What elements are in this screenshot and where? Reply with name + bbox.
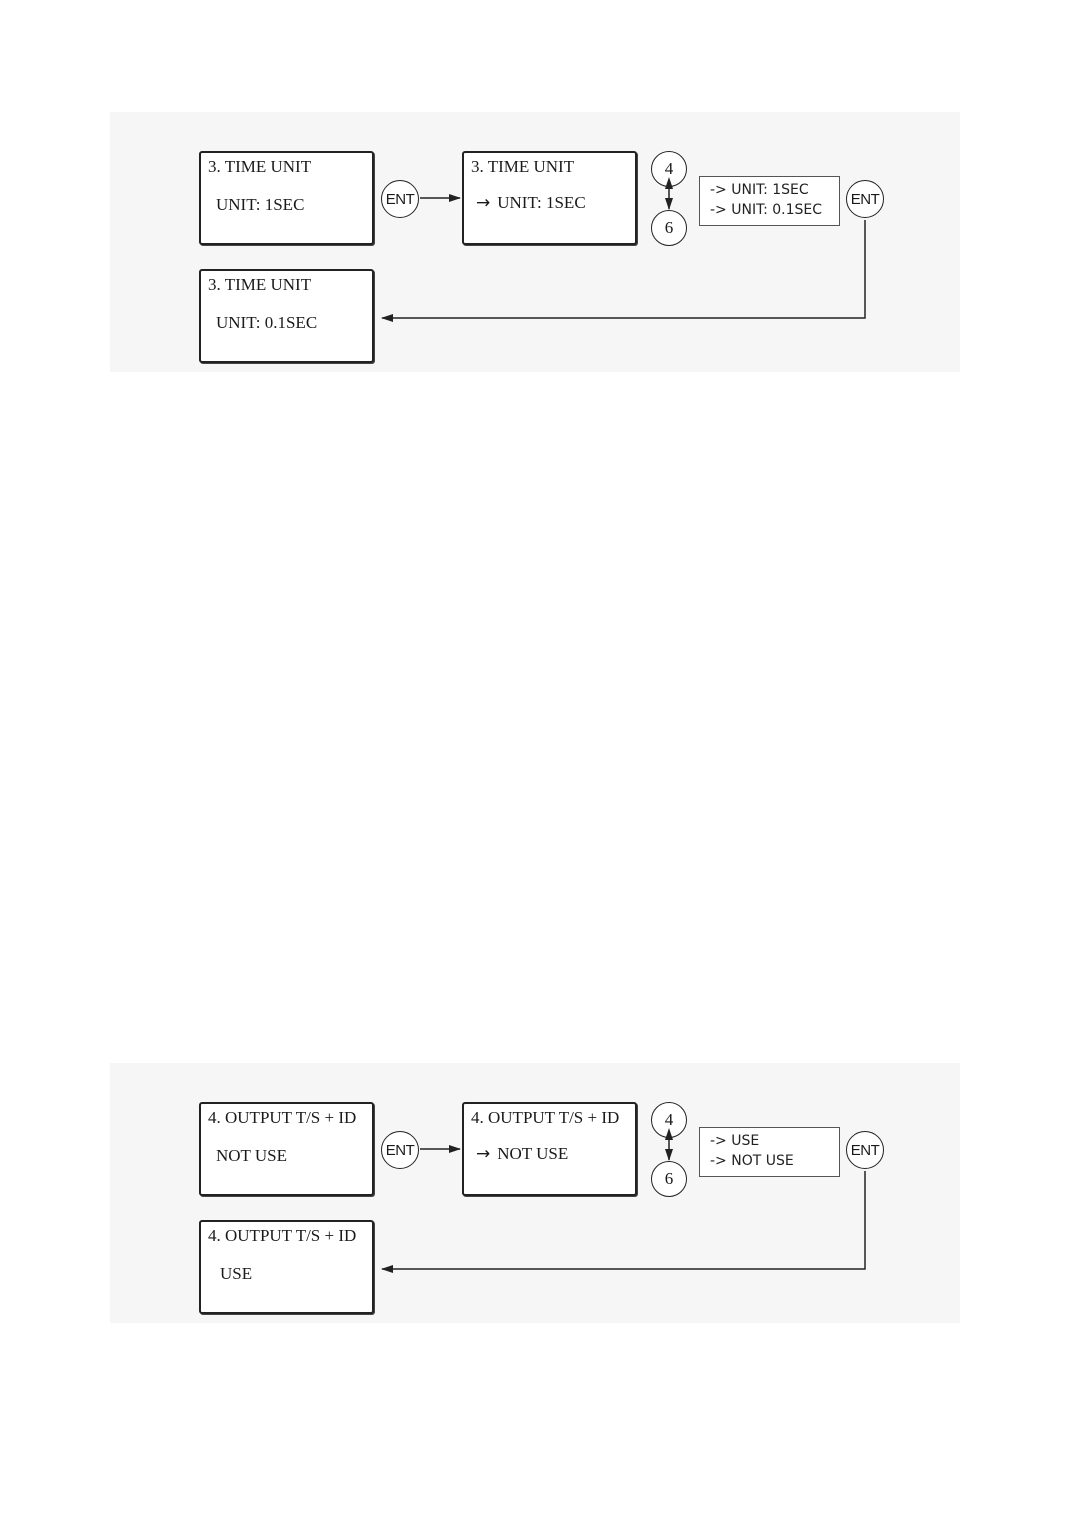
lcd-title: 4. OUTPUT T/S + ID — [471, 1108, 620, 1127]
lcd-value-text: NOT USE — [497, 1144, 569, 1163]
lcd-value: UNIT: 0.1SEC — [216, 313, 318, 332]
lcd-title: 4. OUTPUT T/S + ID — [208, 1226, 357, 1245]
lcd-screen-edit — [462, 1102, 637, 1196]
key-4[interactable]: 4 — [651, 1102, 687, 1138]
lcd-screen-initial — [199, 1102, 374, 1196]
option-item: -> USE — [710, 1133, 760, 1149]
lcd-title: 3. TIME UNIT — [471, 157, 575, 176]
options-list — [699, 176, 840, 226]
lcd-value — [476, 1144, 568, 1164]
options-list — [699, 1127, 840, 1177]
lcd-screen-result — [199, 1220, 374, 1314]
lcd-value: USE — [220, 1264, 253, 1283]
lcd-value — [476, 193, 586, 213]
ent-key-confirm[interactable]: ENT — [846, 180, 884, 218]
ent-key[interactable]: ENT — [381, 1131, 419, 1169]
key-4[interactable]: 4 — [651, 151, 687, 187]
ent-key-confirm[interactable]: ENT — [846, 1131, 884, 1169]
lcd-title: 3. TIME UNIT — [208, 275, 312, 294]
lcd-value-text: UNIT: 1SEC — [497, 193, 586, 212]
selection-arrow-icon: → — [476, 193, 491, 213]
selection-arrow-icon: → — [476, 1144, 491, 1164]
lcd-title: 4. OUTPUT T/S + ID — [208, 1108, 357, 1127]
lcd-screen-initial — [199, 151, 374, 245]
lcd-value: UNIT: 1SEC — [216, 195, 305, 214]
option-item: -> UNIT: 0.1SEC — [710, 202, 823, 218]
lcd-value: NOT USE — [216, 1146, 287, 1165]
lcd-title: 3. TIME UNIT — [208, 157, 312, 176]
lcd-screen-result — [199, 269, 374, 363]
key-6[interactable]: 6 — [651, 210, 687, 246]
option-item: -> NOT USE — [710, 1153, 794, 1169]
option-item: -> UNIT: 1SEC — [710, 182, 809, 198]
lcd-screen-edit — [462, 151, 637, 245]
key-6[interactable]: 6 — [651, 1161, 687, 1197]
ent-key[interactable]: ENT — [381, 180, 419, 218]
